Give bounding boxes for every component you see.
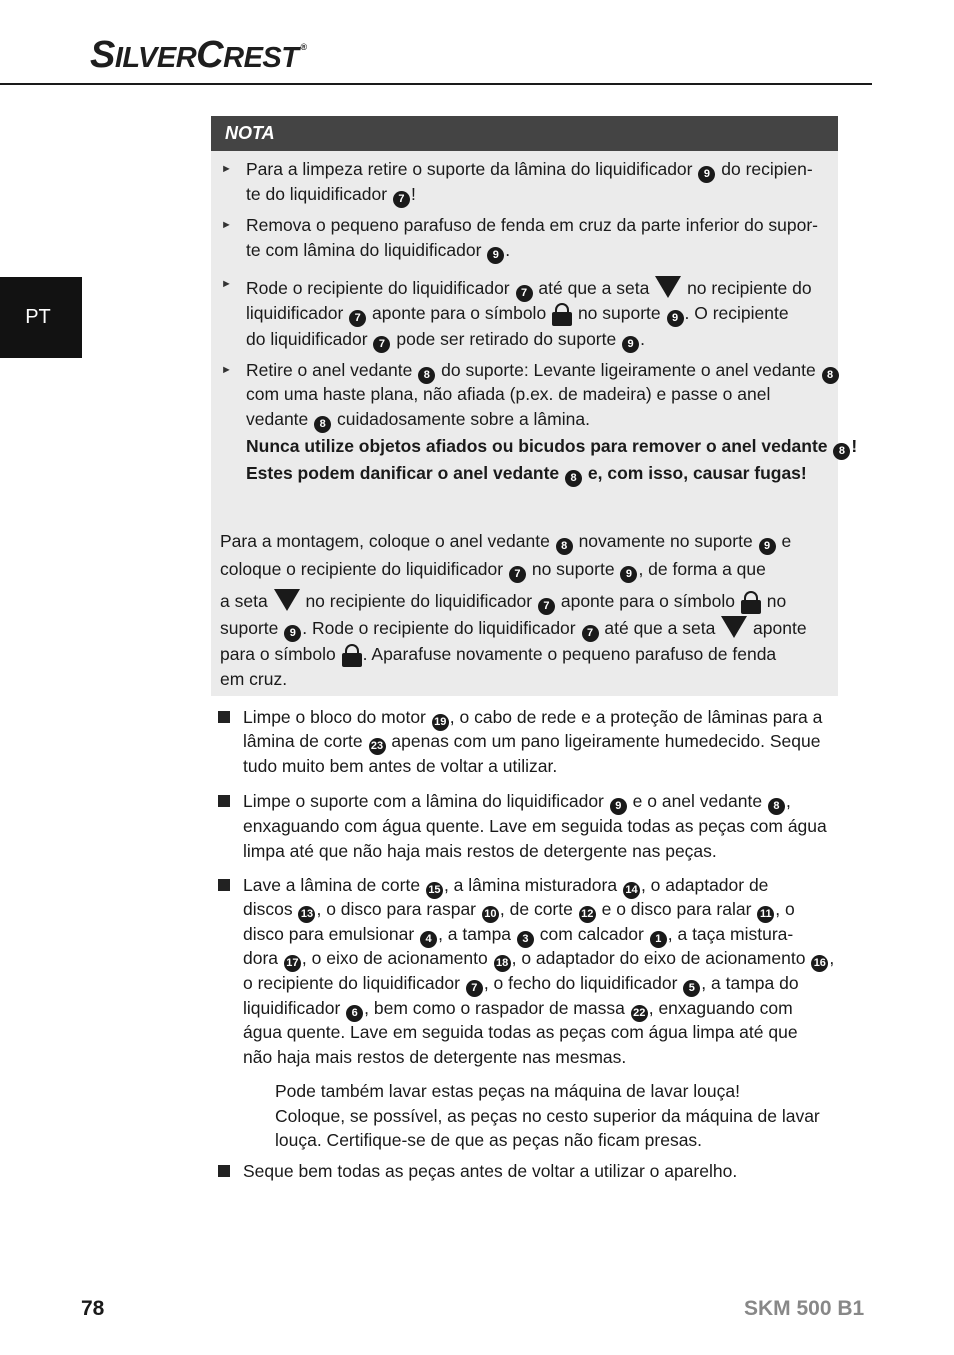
- text-fragment: não haja mais restos de detergente nas mesmas.: [243, 1047, 627, 1067]
- note-item-3-line-3: [246, 331, 645, 353]
- list-item-3-line-1: [243, 877, 768, 899]
- assembly-line-3: [220, 589, 786, 615]
- part-number-badge: 22: [631, 1005, 648, 1022]
- arrow-bullet-icon: ►: [221, 364, 232, 376]
- assembly-line-6: [220, 671, 287, 689]
- text-fragment: aponte: [753, 618, 807, 638]
- text-fragment: , o fecho do liquidificador: [483, 973, 678, 993]
- down-triangle-icon: [274, 589, 300, 611]
- part-number-badge: 9: [759, 538, 776, 555]
- text-fragment: tudo muito bem antes de voltar a utilizar.: [243, 756, 558, 776]
- text-fragment: o recipiente do liquidificador: [243, 973, 460, 993]
- text-fragment: no recipiente do liquidificador: [305, 591, 533, 611]
- list-item-1-line-3: [243, 758, 557, 776]
- text-fragment: no recipiente do: [687, 278, 812, 298]
- text-fragment: Pode também lavar estas peças na máquina de lavar louça!: [275, 1081, 740, 1101]
- language-tab: [0, 277, 82, 358]
- part-number-badge: 23: [369, 738, 386, 755]
- assembly-line-2: [220, 561, 766, 583]
- text-fragment: suporte: [220, 618, 279, 638]
- text-fragment: , a taça mistura-: [667, 924, 794, 944]
- note-item-2-line-2: [246, 242, 510, 264]
- note-warning-line-1: [246, 438, 857, 460]
- text-fragment: aponte para o símbolo: [560, 591, 736, 611]
- list-item-3-line-6: [243, 1000, 793, 1022]
- padlock-icon: [552, 303, 572, 325]
- arrow-bullet-icon: ►: [221, 219, 232, 231]
- part-number-badge: 3: [517, 931, 534, 948]
- text-fragment: . O recipiente: [684, 303, 789, 323]
- padlock-icon: [342, 644, 362, 666]
- text-fragment: Limpe o suporte com a lâmina do liquidificador: [243, 791, 604, 811]
- part-number-badge: 7: [538, 598, 555, 615]
- part-number-badge: 8: [556, 538, 573, 555]
- text-fragment: aponte para o símbolo: [372, 303, 547, 323]
- text-fragment: do recipien-: [721, 159, 813, 179]
- dishwasher-line-3: [275, 1132, 702, 1150]
- part-number-badge: 12: [579, 906, 596, 923]
- part-number-badge: 9: [698, 166, 715, 183]
- text-fragment: cuidadosamente sobre a lâmina.: [337, 409, 590, 429]
- note-item-3-line-1: [246, 276, 812, 302]
- text-fragment: água quente. Lave em seguida todas as peças com água limpa até que: [243, 1022, 798, 1042]
- text-fragment: do suporte: Levante ligeiramente o anel vedante: [441, 360, 816, 380]
- list-item-3-line-7: [243, 1024, 798, 1042]
- text-fragment: dora: [243, 948, 279, 968]
- part-number-badge: 16: [811, 955, 828, 972]
- part-number-badge: 19: [432, 714, 449, 731]
- part-number-badge: 7: [393, 191, 410, 208]
- text-fragment: te com lâmina do liquidificador: [246, 240, 482, 260]
- text-fragment: em cruz.: [220, 669, 288, 689]
- text-fragment: liquidificador: [243, 998, 341, 1018]
- text-fragment: . Rode o recipiente do liquidificador: [302, 618, 576, 638]
- brand-logo-part: ®: [300, 42, 307, 52]
- text-fragment: .: [640, 329, 645, 349]
- note-heading: NOTA: [211, 116, 838, 151]
- text-fragment: , de forma a que: [638, 559, 766, 579]
- dishwasher-line-2: [275, 1108, 820, 1126]
- text-fragment: Nunca utilize objetos afiados ou bicudos para remover o anel vedante: [246, 436, 828, 456]
- text-fragment: no suporte: [531, 559, 615, 579]
- list-item-2-line-2: [243, 818, 827, 836]
- down-triangle-icon: [655, 276, 681, 298]
- dishwasher-line-1: [275, 1083, 740, 1101]
- part-number-badge: 6: [346, 1005, 363, 1022]
- part-number-badge: 9: [610, 798, 627, 815]
- part-number-badge: 17: [284, 955, 301, 972]
- part-number-badge: 8: [822, 367, 839, 384]
- text-fragment: e, com isso, causar fugas!: [587, 463, 807, 483]
- part-number-badge: 11: [757, 906, 774, 923]
- note-item-4-line-2: [246, 386, 770, 404]
- text-fragment: ,: [785, 791, 791, 811]
- part-number-badge: 15: [426, 882, 443, 899]
- note-warning-line-2: [246, 465, 807, 487]
- part-number-badge: 8: [418, 367, 435, 384]
- text-fragment: Para a limpeza retire o suporte da lâmina do liquidificador: [246, 159, 693, 179]
- note-item-4-line-1: [246, 362, 840, 384]
- part-number-badge: 14: [623, 882, 640, 899]
- part-number-badge: 7: [349, 310, 366, 327]
- text-fragment: , enxaguando com: [648, 998, 793, 1018]
- text-fragment: Remova o pequeno parafuso de fenda em cruz da parte inferior do supor-: [246, 215, 819, 235]
- part-number-badge: 7: [582, 625, 599, 642]
- text-fragment: , o disco para raspar: [316, 899, 477, 919]
- brand-logo: [90, 34, 307, 77]
- text-fragment: Rode o recipiente do liquidificador: [246, 278, 510, 298]
- text-fragment: , o adaptador do eixo de acionamento: [511, 948, 806, 968]
- list-item-3-line-8: [243, 1049, 626, 1067]
- text-fragment: a seta: [220, 591, 268, 611]
- down-triangle-icon: [721, 616, 747, 638]
- text-fragment: do liquidificador: [246, 329, 368, 349]
- list-item-1-line-1: [243, 709, 822, 731]
- square-bullet-icon: [218, 1165, 230, 1177]
- text-fragment: Coloque, se possível, as peças no cesto superior da máquina de lavar: [275, 1106, 820, 1126]
- part-number-badge: 1: [650, 931, 667, 948]
- text-fragment: enxaguando com água quente. Lave em seguida todas as peças com água: [243, 816, 827, 836]
- brand-logo-part: REST: [223, 42, 299, 74]
- part-number-badge: 4: [420, 931, 437, 948]
- part-number-badge: 8: [833, 443, 850, 460]
- list-item-4: [243, 1163, 737, 1181]
- text-fragment: .: [505, 240, 511, 260]
- text-fragment: apenas com um pano ligeiramente humedecido. Seque: [391, 731, 821, 751]
- text-fragment: , a lâmina misturadora: [443, 875, 618, 895]
- brand-logo-part: C: [196, 34, 224, 76]
- text-fragment: te do liquidificador: [246, 184, 388, 204]
- list-item-2-line-1: [243, 793, 791, 815]
- text-fragment: lâmina de corte: [243, 731, 363, 751]
- square-bullet-icon: [218, 879, 230, 891]
- text-fragment: liquidificador: [246, 303, 344, 323]
- text-fragment: , a tampa do: [701, 973, 799, 993]
- part-number-badge: 13: [298, 906, 315, 923]
- text-fragment: pode ser retirado do suporte: [396, 329, 617, 349]
- page-number: 78: [81, 1297, 105, 1320]
- part-number-badge: 8: [565, 470, 582, 487]
- list-item-3-line-2: [243, 901, 795, 923]
- list-item-1-line-2: [243, 733, 820, 755]
- part-number-badge: 9: [487, 247, 504, 264]
- text-fragment: novamente no suporte: [578, 531, 753, 551]
- text-fragment: , a tampa: [438, 924, 512, 944]
- text-fragment: Para a montagem, coloque o anel vedante: [220, 531, 550, 551]
- part-number-badge: 9: [667, 310, 684, 327]
- list-item-3-line-5: [243, 975, 799, 997]
- text-fragment: coloque o recipiente do liquidificador: [220, 559, 504, 579]
- assembly-line-1: [220, 533, 791, 555]
- text-fragment: vedante: [246, 409, 309, 429]
- arrow-bullet-icon: ►: [221, 278, 232, 290]
- text-fragment: , o: [775, 899, 795, 919]
- list-item-2-line-3: [243, 843, 717, 861]
- note-item-3-line-2: [246, 303, 789, 327]
- text-fragment: até que a seta: [538, 278, 650, 298]
- text-fragment: limpa até que não haja mais restos de detergente nas peças.: [243, 841, 717, 861]
- part-number-badge: 8: [768, 798, 785, 815]
- part-number-badge: 5: [683, 980, 700, 997]
- square-bullet-icon: [218, 795, 230, 807]
- brand-logo-part: S: [90, 34, 115, 76]
- list-item-3-line-3: [243, 926, 793, 948]
- text-fragment: Estes podem danificar o anel vedante: [246, 463, 560, 483]
- text-fragment: no: [766, 591, 787, 611]
- header-rule: [0, 83, 872, 85]
- part-number-badge: 7: [466, 980, 483, 997]
- text-fragment: . Aparafuse novamente o pequeno parafuso de fenda: [362, 644, 777, 664]
- part-number-badge: 18: [494, 955, 511, 972]
- text-fragment: , de corte: [499, 899, 573, 919]
- text-fragment: louça. Certifique-se de que as peças não ficam presas.: [275, 1130, 703, 1150]
- part-number-badge: 9: [620, 566, 637, 583]
- text-fragment: com calcador: [539, 924, 644, 944]
- part-number-badge: 7: [373, 336, 390, 353]
- square-bullet-icon: [218, 711, 230, 723]
- note-item-2-line-1: [246, 217, 818, 235]
- note-item-1-line-1: [246, 161, 813, 183]
- note-item-1-line-2: [246, 186, 416, 208]
- text-fragment: !: [410, 184, 416, 204]
- arrow-bullet-icon: ►: [221, 163, 232, 175]
- text-fragment: no suporte: [577, 303, 661, 323]
- text-fragment: !: [851, 436, 858, 456]
- brand-logo-part: ILVER: [114, 42, 197, 74]
- text-fragment: e o anel vedante: [632, 791, 763, 811]
- part-number-badge: 7: [509, 566, 526, 583]
- text-fragment: disco para emulsionar: [243, 924, 415, 944]
- text-fragment: até que a seta: [604, 618, 716, 638]
- text-fragment: , o adaptador de: [640, 875, 769, 895]
- padlock-icon: [741, 591, 761, 613]
- assembly-line-4: [220, 616, 807, 642]
- text-fragment: e: [781, 531, 792, 551]
- model-number: SKM 500 B1: [744, 1297, 865, 1320]
- part-number-badge: 8: [314, 416, 331, 433]
- text-fragment: Limpe o bloco do motor: [243, 707, 426, 727]
- text-fragment: Seque bem todas as peças antes de voltar a utilizar o aparelho.: [243, 1161, 738, 1181]
- text-fragment: , bem como o raspador de massa: [364, 998, 625, 1018]
- list-item-3-line-4: [243, 950, 834, 972]
- text-fragment: para o símbolo: [220, 644, 336, 664]
- text-fragment: discos: [243, 899, 293, 919]
- text-fragment: Lave a lâmina de corte: [243, 875, 421, 895]
- text-fragment: Retire o anel vedante: [246, 360, 413, 380]
- assembly-line-5: [220, 644, 776, 666]
- text-fragment: PT: [25, 306, 51, 328]
- text-fragment: e o disco para ralar: [601, 899, 752, 919]
- note-item-4-line-3: [246, 411, 590, 433]
- part-number-badge: 7: [516, 285, 533, 302]
- text-fragment: com uma haste plana, não afiada (p.ex. de madeira) e passe o anel: [246, 384, 771, 404]
- text-fragment: ,: [829, 948, 835, 968]
- text-fragment: , o cabo de rede e a proteção de lâminas para a: [449, 707, 823, 727]
- part-number-badge: 9: [284, 625, 301, 642]
- part-number-badge: 10: [482, 906, 499, 923]
- part-number-badge: 9: [622, 336, 639, 353]
- text-fragment: , o eixo de acionamento: [301, 948, 488, 968]
